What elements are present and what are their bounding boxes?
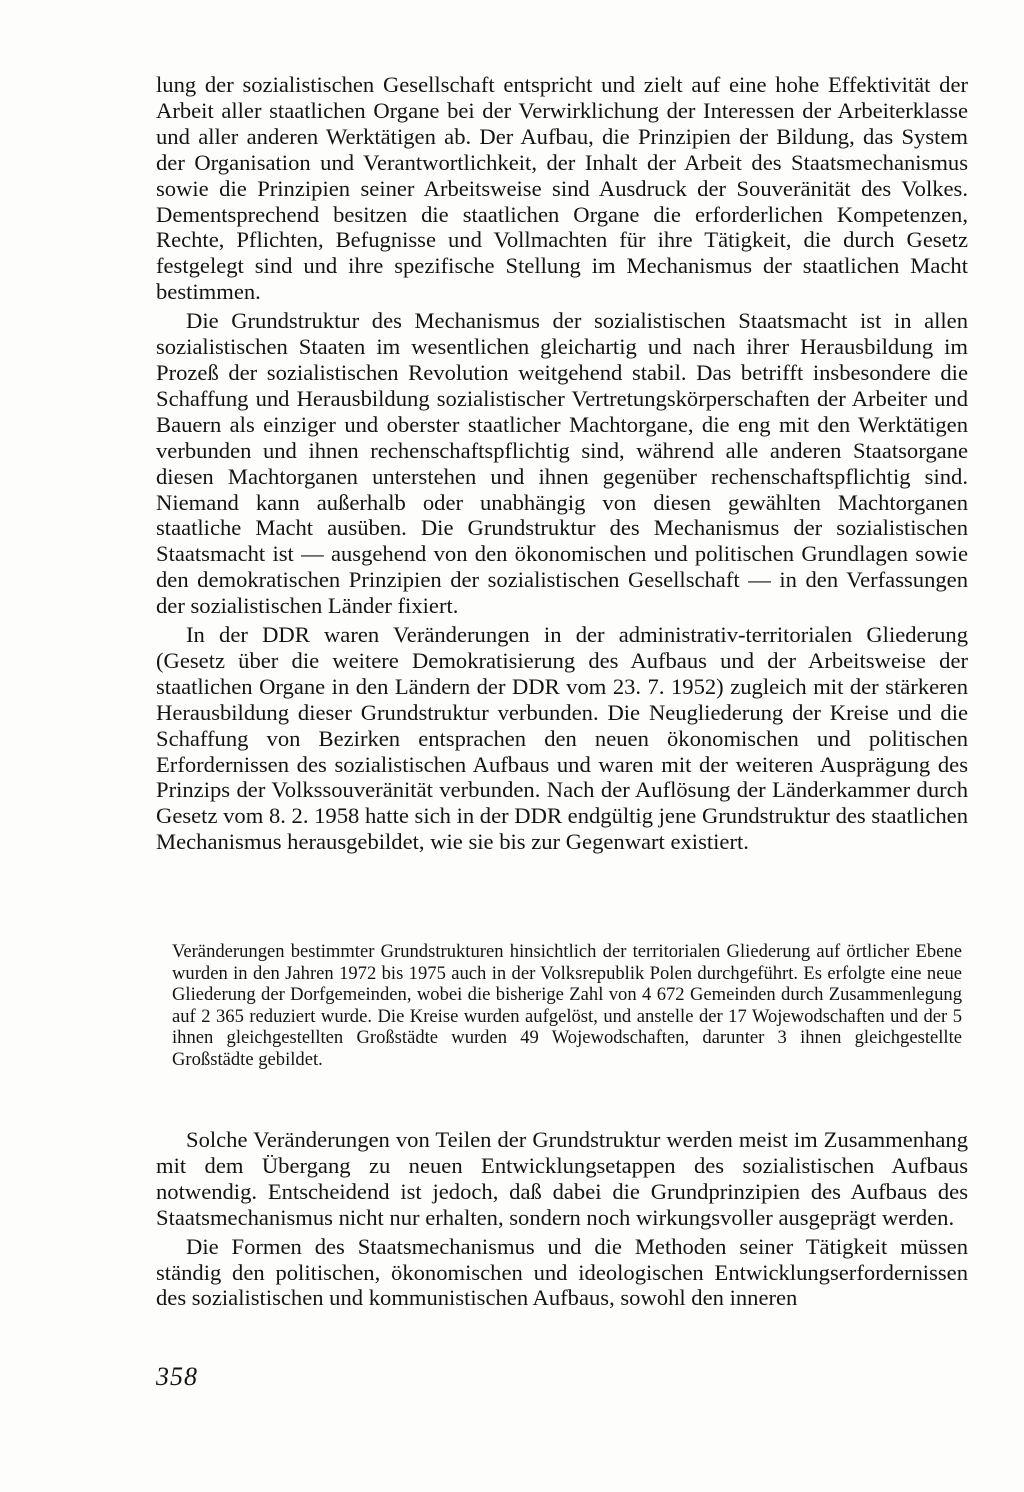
page-number: 358 [156, 1362, 198, 1391]
main-text-block [156, 72, 968, 855]
paragraph-grundstruktur: Die Grundstruktur des Mechanismus der sozialistischen Staatsmacht ist in allen sozialistischen Staaten im wesentlichen gleichartig und nach ihrer Herausbildung im Prozeß der sozialistischen Revolution weitgehend stabil. Das betrifft insbesondere die Schaffung und Herausbildung sozialistischer Vertretungskörperschaften der Arbeiter und Bauern als einziger und oberster staatlicher Machtorgane, die eng mit den Werktätigen verbunden und ihnen rechenschaftspflichtig sind, während alle anderen Staatsorgane diesen Machtorganen unterstehen und ihnen gegenüber rechenschaftspflichtig sind. Niemand kann außerhalb oder unabhängig von diesen gewählten Machtorganen staatliche Macht ausüben. Die Grundstruktur des Mechanismus der sozialistischen Staatsmacht ist — ausgehend von den ökonomischen und politischen Grundlagen sowie den demokratischen Prinzipien der sozialistischen Gesellschaft — in den Verfassungen der sozialistischen Länder fixiert. [156, 308, 968, 619]
footnote-text: Veränderungen bestimmter Grundstrukturen hinsichtlich der territorialen Gliederung auf örtlicher Ebene wurden in den Jahren 1972 bis 1975 auch in der Volksrepublik Polen durchgeführt. Es erfolgte eine neue Gliederung der Dorfgemeinden, wobei die bisherige Zahl von 4 672 Gemeinden durch Zusammenlegung auf 2 365 reduziert wurde. Die Kreise wurden aufgelöst, und anstelle der 17 Wojewodschaften und der 5 ihnen gleichgestellten Großstädte wurden 49 Wojewodschaften, darunter 3 ihnen gleichgestellte Großstädte gebildet. [172, 941, 962, 1070]
paragraph-veraenderungen: Solche Veränderungen von Teilen der Grundstruktur werden meist im Zusammenhang mit dem Übergang zu neuen Entwicklungsetappen des sozialistischen Aufbaus notwendig. Entscheidend ist jedoch, daß dabei die Grundprinzipien des Aufbaus des Staatsmechanismus nicht nur erhalten, sondern noch wirkungsvoller ausgeprägt werden. [156, 1127, 968, 1230]
paragraph-ddr: In der DDR waren Veränderungen in der administrativ-territorialen Gliederung (Gesetz über die weitere Demokratisierung des Aufbaus und der Arbeitsweise der staatlichen Organe in den Ländern der DDR vom 23. 7. 1952) zugleich mit der stärkeren Herausbildung dieser Grundstruktur verbunden. Die Neugliederung der Kreise und die Schaffung von Bezirken entsprachen den neuen ökonomischen und politischen Erfordernissen des sozialistischen Aufbaus und waren mit der weiteren Ausprägung des Prinzips der Volkssouveränität verbunden. Nach der Auflösung der Länderkammer durch Gesetz vom 8. 2. 1958 hatte sich in der DDR endgültig jene Grundstruktur des staatlichen Mechanismus herausgebildet, wie sie bis zur Gegenwart existiert. [156, 622, 968, 855]
footnote-block [172, 941, 962, 1071]
paragraph-continued: lung der sozialistischen Gesellschaft entspricht und zielt auf eine hohe Effektivität der Arbeit aller staatlichen Organe bei der Verwirklichung der Interessen der Arbeiterklasse und aller anderen Werktätigen ab. Der Aufbau, die Prinzipien der Bildung, das System der Organisation und Verantwortlichkeit, der Inhalt der Arbeit des Staatsmechanismus sowie die Prinzipien seiner Arbeitsweise sind Ausdruck der Souveränität des Volkes. Dementsprechend besitzen die staatlichen Organe die erforderlichen Kompetenzen, Rechte, Pflichten, Befugnisse und Vollmachten für ihre Tätigkeit, die durch Gesetz festgelegt sind und ihre spezifische Stellung im Mechanismus der staatlichen Macht bestimmen. [156, 72, 968, 305]
paragraph-formen: Die Formen des Staatsmechanismus und die Methoden seiner Tätigkeit müssen ständig den politischen, ökonomischen und ideologischen Entwicklungserfordernissen des sozialistischen und kommunistischen Aufbaus, sowohl den inneren [156, 1233, 968, 1311]
closing-text-block [156, 1127, 968, 1311]
